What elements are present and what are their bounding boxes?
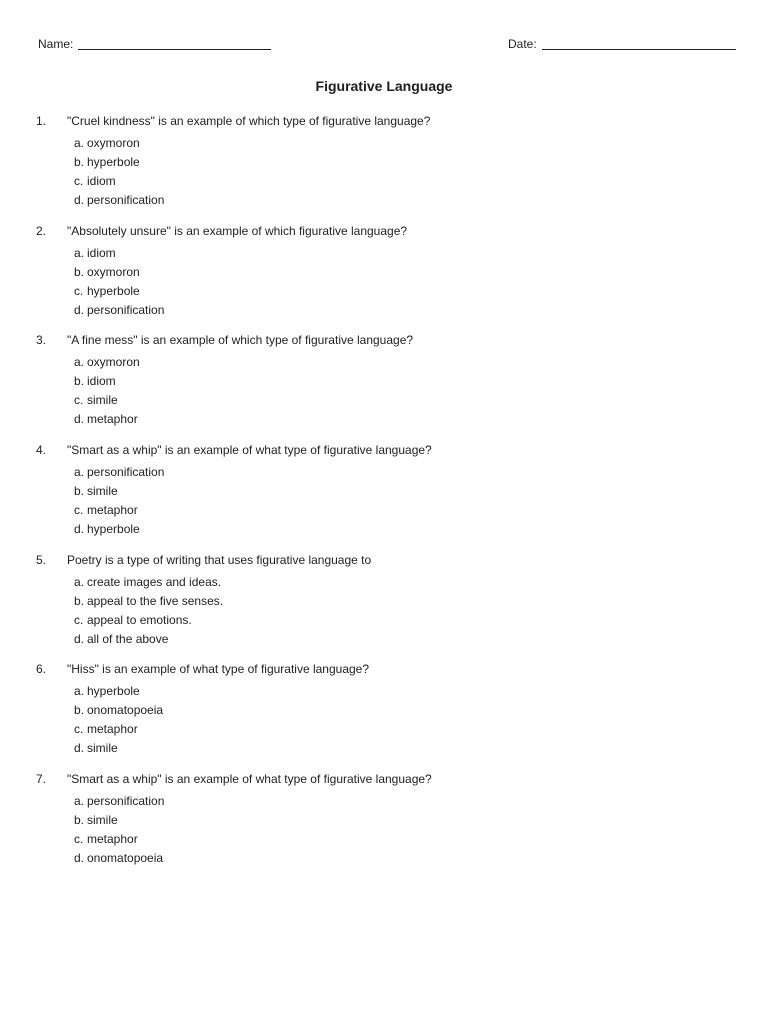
answer-option[interactable] bbox=[74, 613, 223, 632]
answer-option[interactable] bbox=[74, 246, 164, 265]
answer-option[interactable] bbox=[74, 412, 140, 431]
question-text: "A fine mess" is an example of which type of figurative language? bbox=[67, 333, 414, 348]
option-letter: b. bbox=[74, 264, 85, 279]
date-blank-line[interactable] bbox=[542, 49, 736, 50]
question-item bbox=[36, 443, 736, 553]
question-text: "Absolutely unsure" is an example of which figurative language? bbox=[67, 223, 408, 238]
option-letter: c. bbox=[74, 283, 84, 298]
answer-options bbox=[74, 575, 223, 651]
worksheet-title: Figurative Language bbox=[315, 78, 453, 94]
answer-option[interactable] bbox=[74, 522, 164, 541]
question-text: "Smart as a whip" is an example of what type of figurative language? bbox=[67, 772, 432, 787]
question-text: "Cruel kindness" is an example of which type of figurative language? bbox=[67, 114, 431, 128]
answer-option[interactable] bbox=[74, 155, 164, 174]
answer-option[interactable] bbox=[74, 265, 164, 284]
option-text: create images and ideas. bbox=[87, 574, 222, 589]
option-text: oxymoron bbox=[87, 136, 140, 150]
answer-options bbox=[74, 465, 164, 541]
option-text: hyperbole bbox=[87, 283, 140, 298]
option-letter: d. bbox=[74, 741, 85, 756]
header-row bbox=[38, 37, 733, 53]
answer-option[interactable] bbox=[74, 813, 164, 832]
option-text: personification bbox=[87, 193, 165, 207]
option-text: idiom bbox=[87, 374, 116, 389]
option-text: simile bbox=[87, 741, 118, 756]
question-number: 3. bbox=[36, 333, 47, 348]
option-text: metaphor bbox=[87, 832, 138, 847]
name-label: Name: bbox=[38, 37, 74, 51]
answer-option[interactable] bbox=[74, 741, 163, 760]
question-text: "Smart as a whip" is an example of what type of figurative language? bbox=[67, 443, 432, 458]
option-letter: b. bbox=[74, 593, 85, 608]
option-text: personification bbox=[87, 465, 165, 480]
option-letter: a. bbox=[74, 794, 85, 809]
option-letter: d. bbox=[74, 522, 85, 537]
name-blank-line[interactable] bbox=[78, 49, 271, 50]
answer-option[interactable] bbox=[74, 484, 164, 503]
answer-option[interactable] bbox=[74, 465, 164, 484]
question-text: Poetry is a type of writing that uses figurative language to bbox=[67, 552, 372, 567]
answer-options bbox=[74, 136, 164, 212]
answer-option[interactable] bbox=[74, 284, 164, 303]
question-number: 5. bbox=[36, 552, 47, 567]
answer-option[interactable] bbox=[74, 594, 223, 613]
option-letter: a. bbox=[74, 684, 85, 699]
option-letter: b. bbox=[74, 374, 85, 389]
option-letter: b. bbox=[74, 484, 85, 499]
option-text: hyperbole bbox=[87, 684, 140, 699]
option-letter: d. bbox=[74, 302, 85, 317]
answer-options bbox=[74, 246, 164, 322]
question-number: 6. bbox=[36, 662, 47, 677]
option-text: hyperbole bbox=[87, 522, 140, 537]
option-text: metaphor bbox=[87, 412, 138, 427]
answer-options bbox=[74, 684, 163, 760]
question-item bbox=[36, 333, 736, 443]
option-letter: a. bbox=[74, 465, 85, 480]
option-letter: a. bbox=[74, 574, 85, 589]
answer-option[interactable] bbox=[74, 832, 164, 851]
answer-option[interactable] bbox=[74, 632, 223, 651]
option-letter: b. bbox=[74, 155, 85, 169]
option-text: appeal to emotions. bbox=[87, 612, 192, 627]
option-letter: c. bbox=[74, 174, 84, 188]
question-item bbox=[36, 662, 736, 772]
option-text: personification bbox=[87, 302, 165, 317]
option-letter: d. bbox=[74, 851, 85, 866]
answer-option[interactable] bbox=[74, 174, 164, 193]
option-letter: a. bbox=[74, 245, 85, 260]
option-letter: d. bbox=[74, 193, 85, 207]
option-text: metaphor bbox=[87, 503, 138, 518]
answer-option[interactable] bbox=[74, 684, 163, 703]
date-label: Date: bbox=[508, 37, 537, 51]
question-item bbox=[36, 553, 736, 663]
option-text: idiom bbox=[87, 245, 116, 260]
answer-option[interactable] bbox=[74, 374, 140, 393]
option-letter: c. bbox=[74, 612, 84, 627]
question-item bbox=[36, 224, 736, 334]
option-letter: a. bbox=[74, 136, 85, 150]
option-text: idiom bbox=[87, 174, 116, 188]
question-number: 1. bbox=[36, 114, 47, 128]
option-text: personification bbox=[87, 794, 165, 809]
answer-options bbox=[74, 355, 140, 431]
answer-option[interactable] bbox=[74, 722, 163, 741]
answer-option[interactable] bbox=[74, 703, 163, 722]
option-letter: d. bbox=[74, 412, 85, 427]
question-number: 7. bbox=[36, 772, 47, 787]
answer-option[interactable] bbox=[74, 503, 164, 522]
option-text: oxymoron bbox=[87, 355, 140, 370]
option-letter: d. bbox=[74, 631, 85, 646]
option-letter: c. bbox=[74, 503, 84, 518]
answer-option[interactable] bbox=[74, 851, 164, 870]
date-field[interactable] bbox=[508, 37, 736, 51]
answer-option[interactable] bbox=[74, 393, 140, 412]
option-text: all of the above bbox=[87, 631, 169, 646]
option-text: appeal to the five senses. bbox=[87, 593, 224, 608]
answer-option[interactable] bbox=[74, 794, 164, 813]
question-item bbox=[36, 772, 736, 882]
option-text: onomatopoeia bbox=[87, 703, 164, 718]
option-letter: a. bbox=[74, 355, 85, 370]
name-field[interactable] bbox=[38, 37, 271, 51]
option-letter: c. bbox=[74, 393, 84, 408]
option-letter: c. bbox=[74, 722, 84, 737]
answer-options bbox=[74, 794, 164, 870]
option-letter: b. bbox=[74, 813, 85, 828]
option-text: hyperbole bbox=[87, 155, 140, 169]
question-number: 2. bbox=[36, 223, 47, 238]
option-letter: b. bbox=[74, 703, 85, 718]
answer-option[interactable] bbox=[74, 355, 140, 374]
answer-option[interactable] bbox=[74, 303, 164, 322]
question-item bbox=[36, 114, 736, 224]
option-letter: c. bbox=[74, 832, 84, 847]
option-text: simile bbox=[87, 813, 118, 828]
option-text: simile bbox=[87, 393, 118, 408]
question-number: 4. bbox=[36, 443, 47, 458]
answer-option[interactable] bbox=[74, 575, 223, 594]
question-text: "Hiss" is an example of what type of figurative language? bbox=[67, 662, 370, 677]
question-list bbox=[36, 114, 736, 882]
answer-option[interactable] bbox=[74, 136, 164, 155]
option-text: metaphor bbox=[87, 722, 138, 737]
option-text: onomatopoeia bbox=[87, 851, 164, 866]
option-text: oxymoron bbox=[87, 264, 140, 279]
option-text: simile bbox=[87, 484, 118, 499]
answer-option[interactable] bbox=[74, 193, 164, 212]
